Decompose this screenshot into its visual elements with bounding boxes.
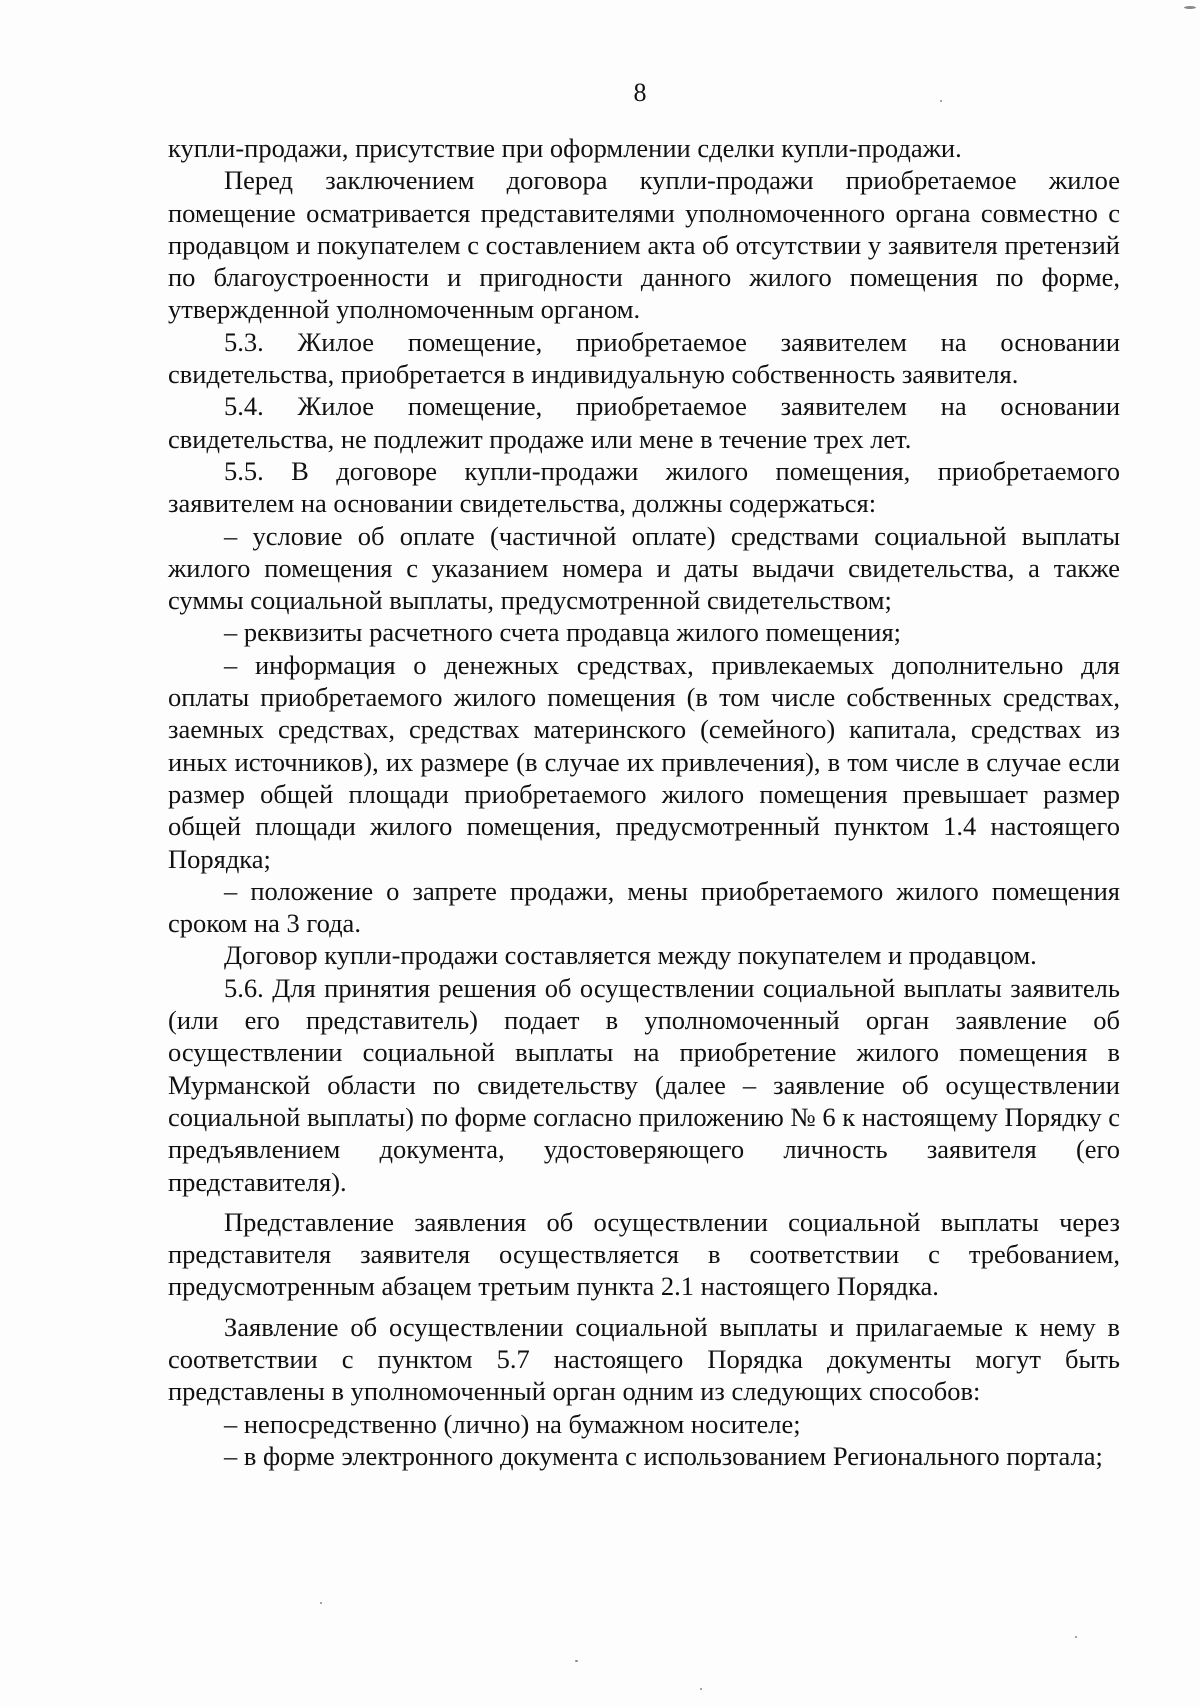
paragraph: 5.4. Жилое помещение, приобретаемое заявителем на основании свидетельства, не подлежит продаже или мене в течение трех лет. xyxy=(168,391,1120,454)
page-number: 8 xyxy=(633,78,647,107)
list-item: – условие об оплате (частичной оплате) средствами социальной выплаты жилого помещения с указанием номера и даты выдачи свидетельства, а также суммы социальной выплаты, предусмотренной свидетельством; xyxy=(168,520,1120,616)
paragraph: Заявление об осуществлении социальной выплаты и прилагаемые к нему в соответствии с пунктом 5.7 настоящего Порядка документы могут быть представлены в уполномоченный орган одним из следующих способов: xyxy=(168,1311,1120,1407)
paragraph: Договор купли-продажи составляется между покупателем и продавцом. xyxy=(224,940,1037,971)
list-item: – реквизиты расчетного счета продавца жилого помещения; xyxy=(224,617,901,648)
list-item: – информация о денежных средствах, привлекаемых дополнительно для оплаты приобретаемого жилого помещения (в том числе собственных средствах, заемных средствах, средствах материнского (семейного) капитала, средствах из иных источников), их размере (в случае их привлечения), в том числе в случае если размер общей площади приобретаемого жилого помещения превышает размер общей площади жилого помещения, предусмотренный пунктом 1.4 настоящего Порядка; xyxy=(168,649,1120,874)
list-item: – в форме электронного документа с использованием Регионального портала; xyxy=(224,1440,1103,1471)
paragraph: Перед заключением договора купли-продажи приобретаемое жилое помещение осматривается представителями уполномоченного органа совместно с продавцом и покупателем с составлением акта об отсутствии у заявителя претензий по благоустроенности и пригодности данного жилого помещения по форме, утвержденной уполномоченным органом. xyxy=(168,165,1120,325)
paragraph: Представление заявления об осуществлении социальной выплаты через представителя заявителя осуществляется в соответствии с требованием, предусмотренным абзацем третьим пункта 2.1 настоящего Порядка. xyxy=(168,1206,1120,1302)
list-item: – положение о запрете продажи, мены приобретаемого жилого помещения сроком на 3 года. xyxy=(168,875,1120,939)
list-item: – непосредственно (лично) на бумажном носителе; xyxy=(224,1408,801,1439)
paragraph: 5.5. В договоре купли-продажи жилого помещения, приобретаемого заявителем на основании свидетельства, должны содержаться: xyxy=(168,455,1120,519)
scan-speck xyxy=(940,100,942,102)
paragraph: 5.6. Для принятия решения об осуществлении социальной выплаты заявитель (или его представитель) подает в уполномоченный орган заявление об осуществлении социальной выплаты на приобретение жилого помещения в Мурманской области по свидетельству (далее – заявление об осуществлении социальной выплаты) по форме согласно приложению № 6 к настоящему Порядку с предъявлением документа, удостоверяющего личность заявителя (его представителя). xyxy=(168,972,1120,1197)
paragraph: купли-продажи, присутствие при оформлении сделки купли-продажи. xyxy=(168,133,962,163)
scan-speck xyxy=(1184,6,1196,9)
scan-speck xyxy=(575,1660,578,1662)
scan-speck xyxy=(700,1688,702,1690)
paragraph: 5.3. Жилое помещение, приобретаемое заявителем на основании свидетельства, приобретается в индивидуальную собственность заявителя. xyxy=(168,326,1120,390)
body-text xyxy=(168,132,1120,1472)
scan-speck xyxy=(320,1602,322,1604)
scan-speck xyxy=(1075,1636,1077,1638)
